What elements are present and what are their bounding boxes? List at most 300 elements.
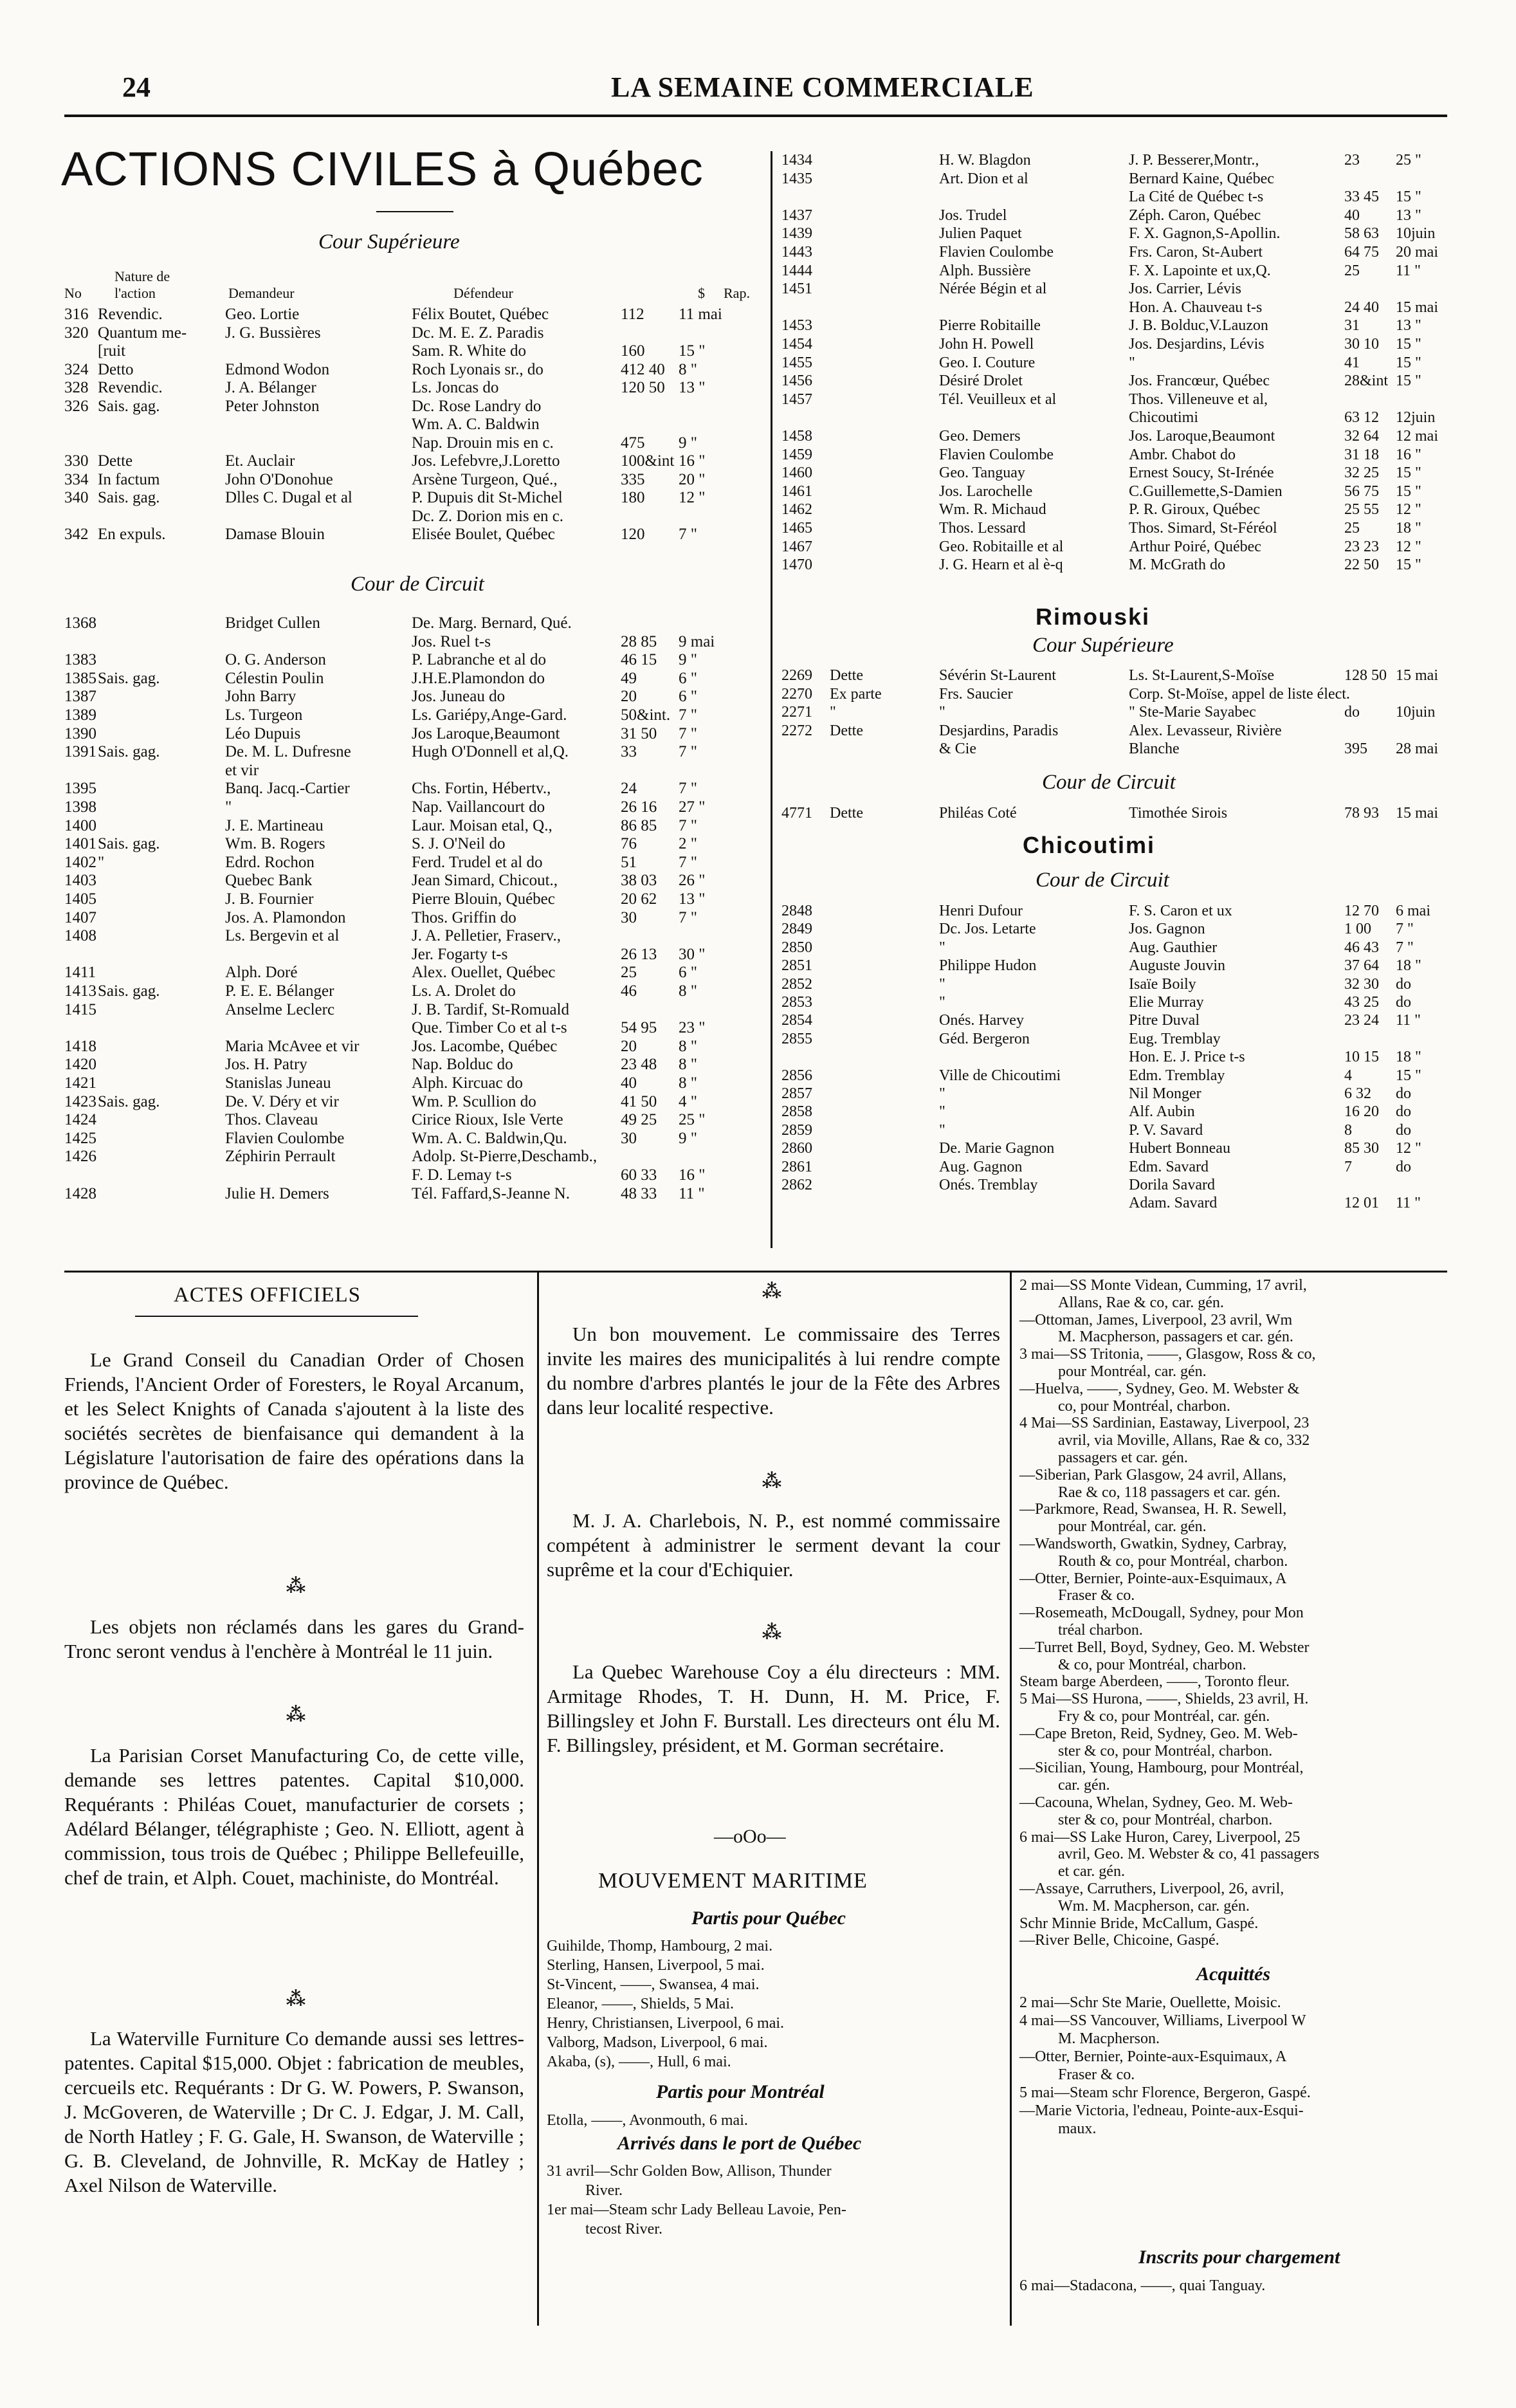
- cell-amount: 33: [621, 743, 637, 761]
- cell-defendeur: Adolp. St-Pierre,Deschamb.,: [412, 1148, 598, 1166]
- cell-no: 320: [64, 324, 89, 342]
- list-item: —Huelva, ——, Sydney, Geo. M. Webster &: [1019, 1380, 1300, 1397]
- cell-defendeur: Arsène Turgeon, Qué.,: [412, 470, 558, 488]
- cell-rap: 9 mai: [679, 632, 715, 650]
- cell-amount: 120: [621, 526, 645, 543]
- cell-amount: 112: [621, 306, 644, 323]
- cell-rap: 16 ": [679, 1166, 706, 1184]
- middle-paragraph-2: M. J. A. Charlebois, N. P., est nommé commissaire compétent à administrer le serment devant la cour suprême et la cour d'Echiquier.: [547, 1509, 1000, 1581]
- cell-demandeur: Anselme Leclerc: [225, 1000, 335, 1018]
- cell-rap: do: [1396, 1121, 1411, 1139]
- cell-amount: 4: [1344, 1067, 1352, 1084]
- list-item: 4 mai—SS Vancouver, Williams, Liverpool W: [1019, 2012, 1306, 2029]
- cell-no: 2856: [781, 1067, 812, 1084]
- cell-amount: 23 23: [1344, 538, 1379, 555]
- cell-rap: 7 ": [679, 724, 697, 742]
- cell-defendeur: Hubert Bonneau: [1129, 1140, 1230, 1157]
- ornamental-divider: —oOo—: [714, 1826, 786, 1847]
- cell-rap: 11 ": [679, 1184, 705, 1202]
- cell-no: 2853: [781, 994, 812, 1011]
- cell-rap: 18 ": [1396, 520, 1421, 537]
- cell-amount: 46: [621, 982, 637, 1000]
- cell-rap: 8 ": [679, 1037, 697, 1055]
- cell-amount: 63 12: [1344, 409, 1379, 427]
- cell-defendeur: Jos. Juneau do: [412, 688, 506, 706]
- cell-rap: 4 ": [679, 1092, 697, 1110]
- asterism-3: ⁂: [286, 1989, 306, 2010]
- cell-no: 1460: [781, 464, 812, 482]
- rimouski-court2-heading: Cour de Circuit: [1042, 771, 1176, 794]
- cell-amount: 40: [1344, 207, 1360, 224]
- actes-paragraph-1: Le Grand Conseil du Canadian Order of Chosen Friends, l'Ancient Order of Foresters, le Royal Arcanum, et les Select Knights of Canada s'ajoutent à la liste des sociétés secrètes de bienfaisance qui demandent à la Législature l'autorisation de faire des opérations dans la province de Québec.: [64, 1348, 524, 1493]
- cell-demandeur: Frs. Saucier: [939, 685, 1013, 703]
- cell-amount: 49 25: [621, 1111, 657, 1129]
- cell-defendeur: Ls. St-Laurent,S-Moïse: [1129, 667, 1274, 684]
- list-item: St-Vincent, ——, Swansea, 4 mai.: [547, 1976, 760, 1993]
- cell-rap: 7 ": [679, 780, 697, 798]
- cell-defendeur: Nap. Vaillancourt do: [412, 798, 545, 816]
- cell-defendeur: Dc. Z. Dorion mis en c.: [412, 507, 564, 525]
- cell-defendeur: J. B. Tardif, St-Romuald: [412, 1000, 570, 1018]
- cell-amount: 86 85: [621, 816, 657, 834]
- cell-amount: 76: [621, 835, 637, 853]
- cell-amount: 51: [621, 853, 637, 871]
- cell-rap: 7 ": [679, 743, 697, 761]
- list-item: 2 mai—Schr Ste Marie, Ouellette, Moisic.: [1019, 1994, 1281, 2011]
- cell-amount: 24 40: [1344, 299, 1379, 316]
- cell-amount: 12 01: [1344, 1195, 1379, 1212]
- cell-demandeur: Pierre Robitaille: [939, 317, 1041, 335]
- cell-no: 1400: [64, 816, 96, 834]
- cell-demandeur: et vir: [225, 761, 259, 779]
- cell-defendeur: Arthur Poiré, Québec: [1129, 538, 1261, 555]
- cell-no: 2269: [781, 667, 812, 684]
- list-item: —Sicilian, Young, Hambourg, pour Montréal,: [1019, 1760, 1304, 1777]
- list-item: M. Macpherson.: [1058, 2030, 1160, 2047]
- cell-defendeur: Bernard Kaine, Québec: [1129, 170, 1274, 187]
- cell-no: 1368: [64, 614, 96, 632]
- list-item: Guihilde, Thomp, Hambourg, 2 mai.: [547, 1938, 773, 1954]
- cell-amount: 41 50: [621, 1092, 657, 1110]
- cell-nature: Sais. gag.: [98, 982, 160, 1000]
- cell-amount: 8: [1344, 1121, 1352, 1139]
- cell-no: 1402: [64, 853, 96, 871]
- cell-rap: 8 ": [679, 1056, 697, 1074]
- cell-no: 1439: [781, 225, 812, 243]
- cell-demandeur: Damase Blouin: [225, 526, 325, 543]
- cell-demandeur: Julien Paquet: [939, 225, 1022, 243]
- cell-rap: 9 ": [679, 651, 697, 669]
- cell-amount: 49: [621, 669, 637, 687]
- cell-nature: Sais. gag.: [98, 489, 160, 506]
- cell-demandeur: ": [939, 1103, 945, 1121]
- list-item: 6 mai—SS Lake Huron, Carey, Liverpool, 25: [1019, 1828, 1301, 1846]
- cell-amount: 6 32: [1344, 1085, 1371, 1102]
- cell-amount: 20: [621, 688, 637, 706]
- cell-demandeur: Nérée Bégin et al: [939, 280, 1047, 298]
- cell-amount: 40: [621, 1074, 637, 1092]
- cell-demandeur: Geo. Tanguay: [939, 464, 1025, 482]
- cell-amount: 25: [1344, 262, 1360, 279]
- cell-no: 2848: [781, 903, 812, 919]
- cell-rap: 27 ": [679, 798, 706, 816]
- cell-demandeur: Philippe Hudon: [939, 957, 1037, 975]
- cell-defendeur: Jos. Lefebvre,J.Loretto: [412, 452, 560, 470]
- cell-rap: 7 ": [1396, 939, 1414, 956]
- cell-rap: 15 mai: [1396, 805, 1438, 822]
- asterism-4: ⁂: [762, 1281, 782, 1302]
- column-divider-2: [537, 1271, 539, 2326]
- cell-nature: Sais. gag.: [98, 1092, 160, 1110]
- list-item: avril, Geo. M. Webster & co, 41 passagers: [1058, 1846, 1320, 1863]
- cell-demandeur: Tél. Veuilleux et al: [939, 391, 1057, 408]
- cell-no: 334: [64, 470, 89, 488]
- cell-amount: 100&int: [621, 452, 675, 470]
- cell-no: 1434: [781, 152, 812, 169]
- cell-defendeur: Aug. Gauthier: [1129, 939, 1218, 956]
- cell-rap: 20 mai: [1396, 244, 1438, 261]
- cell-demandeur: P. E. E. Bélanger: [225, 982, 334, 1000]
- cell-nature: In factum: [98, 470, 160, 488]
- col-header-defendeur: Défendeur: [453, 285, 513, 301]
- list-item: Fraser & co.: [1058, 2066, 1135, 2083]
- cell-no: 2272: [781, 722, 812, 739]
- list-item: co, pour Montréal, charbon.: [1058, 1397, 1230, 1415]
- cell-demandeur: Zéphirin Perrault: [225, 1148, 336, 1166]
- cell-demandeur: De. V. Déry et vir: [225, 1092, 339, 1110]
- cell-amount: 24: [621, 780, 637, 798]
- cell-rap: 8 ": [679, 360, 697, 378]
- cell-defendeur: Chs. Fortin, Hébertv.,: [412, 780, 551, 798]
- list-item: Akaba, (s), ——, Hull, 6 mai.: [547, 2054, 731, 2070]
- cell-amount: 20: [621, 1037, 637, 1055]
- actes-officiels-heading: ACTES OFFICIELS: [174, 1283, 361, 1307]
- cell-amount: 25: [621, 964, 637, 982]
- cell-defendeur: Ernest Soucy, St-Irénée: [1129, 464, 1274, 482]
- cell-amount: 23 24: [1344, 1012, 1379, 1029]
- cell-no: 342: [64, 526, 89, 543]
- list-item: Steam barge Aberdeen, ——, Toronto fleur.: [1019, 1673, 1290, 1691]
- cell-demandeur: Banq. Jacq.-Cartier: [225, 780, 350, 798]
- cell-amount: 20 62: [621, 890, 657, 908]
- cell-demandeur: John Barry: [225, 688, 297, 706]
- cell-rap: 6 mai: [1396, 903, 1430, 919]
- cell-defendeur: Sam. R. White do: [412, 342, 527, 360]
- cell-no: 1387: [64, 688, 96, 706]
- cell-defendeur: Timothée Sirois: [1129, 805, 1228, 822]
- cell-rap: do: [1396, 1103, 1411, 1121]
- list-item: —Cacouna, Whelan, Sydney, Geo. M. Web-: [1019, 1794, 1293, 1811]
- cell-nature: Dette: [98, 452, 133, 470]
- court-superieure-heading: Cour Supérieure: [318, 230, 460, 253]
- cell-rap: 7 ": [679, 853, 697, 871]
- cell-defendeur: Edm. Savard: [1129, 1158, 1209, 1175]
- cell-amount: 26 16: [621, 798, 657, 816]
- cell-defendeur: Hon. A. Chauveau t-s: [1129, 299, 1263, 316]
- cell-defendeur: Isaïe Boily: [1129, 975, 1196, 993]
- cell-rap: 25 ": [1396, 152, 1421, 169]
- cell-no: 2852: [781, 975, 812, 993]
- cell-demandeur: O. G. Anderson: [225, 651, 326, 669]
- acquittes-heading: Acquittés: [1196, 1963, 1271, 1985]
- list-item: Allans, Rae & co, car. gén.: [1058, 1294, 1224, 1311]
- cell-defendeur: Jos. Francœur, Québec: [1129, 372, 1270, 390]
- cell-defendeur: Jos Laroque,Beaumont: [412, 724, 560, 742]
- cell-defendeur: Jos. Carrier, Lévis: [1129, 280, 1241, 298]
- cell-no: 1457: [781, 391, 812, 408]
- cell-amount: 16 20: [1344, 1103, 1379, 1121]
- cell-rap: 6 ": [679, 688, 697, 706]
- cell-demandeur: Alph. Doré: [225, 964, 298, 982]
- cell-demandeur: Léo Dupuis: [225, 724, 301, 742]
- cell-nature: [ruit: [98, 342, 126, 360]
- cell-amount: 32 30: [1344, 975, 1379, 993]
- chicoutimi-heading: Chicoutimi: [1023, 832, 1155, 858]
- cell-rap: 15 ": [1396, 354, 1421, 371]
- cell-defendeur: Elisée Boulet, Québec: [412, 526, 555, 543]
- cell-no: 2859: [781, 1121, 812, 1139]
- cell-defendeur: M. McGrath do: [1129, 556, 1225, 574]
- cell-rap: 9 ": [679, 1129, 697, 1147]
- cell-no: 1458: [781, 428, 812, 445]
- cell-rap: 11 ": [1396, 1012, 1421, 1029]
- cell-defendeur: Jos. Ruel t-s: [412, 632, 491, 650]
- cell-demandeur: Thos. Claveau: [225, 1111, 318, 1129]
- list-item: —Otter, Bernier, Pointe-aux-Esquimaux, A: [1019, 1570, 1287, 1587]
- cell-no: 1451: [781, 280, 812, 298]
- cell-demandeur: H. W. Blagdon: [939, 152, 1031, 169]
- cell-no: 1407: [64, 908, 96, 926]
- list-item: pour Montréal, car. gén.: [1058, 1363, 1207, 1380]
- cell-defendeur: Jos. Desjardins, Lévis: [1129, 336, 1265, 353]
- cell-rap: 11 ": [1396, 262, 1421, 279]
- list-item: Valborg, Madson, Liverpool, 6 mai.: [547, 2034, 768, 2051]
- cell-amount: 12 70: [1344, 903, 1379, 919]
- cell-no: 1455: [781, 354, 812, 371]
- cell-defendeur: P. V. Savard: [1129, 1121, 1203, 1139]
- cell-demandeur: Geo. Lortie: [225, 306, 300, 323]
- cell-no: 1425: [64, 1129, 96, 1147]
- cell-amount: 56 75: [1344, 483, 1379, 500]
- cell-rap: 15 ": [1396, 483, 1421, 500]
- cell-no: 2271: [781, 704, 812, 721]
- cell-demandeur: Henri Dufour: [939, 903, 1023, 919]
- cell-nature: Revendic.: [98, 379, 163, 396]
- cell-defendeur: Hon. E. J. Price t-s: [1129, 1049, 1245, 1066]
- cell-defendeur: C.Guillemette,S-Damien: [1129, 483, 1283, 500]
- column-divider: [771, 151, 772, 1248]
- cell-nature: Revendic.: [98, 306, 163, 323]
- cell-rap: 16 ": [1396, 446, 1421, 463]
- cell-no: 340: [64, 489, 89, 506]
- cell-defendeur: Alf. Aubin: [1129, 1103, 1195, 1121]
- cell-demandeur: ": [939, 1085, 945, 1102]
- cell-defendeur: Roch Lyonais sr., do: [412, 360, 543, 378]
- cell-demandeur: J. G. Hearn et al è-q: [939, 556, 1063, 574]
- cell-demandeur: Alph. Bussière: [939, 262, 1031, 279]
- cell-demandeur: Désiré Drolet: [939, 372, 1023, 390]
- cell-defendeur: Thos. Simard, St-Féréol: [1129, 520, 1277, 537]
- cell-no: 1454: [781, 336, 812, 353]
- cell-nature: Sais. gag.: [98, 669, 160, 687]
- cell-defendeur: F. X. Lapointe et ux,Q.: [1129, 262, 1271, 279]
- list-item: avril, via Moville, Allans, Rae & co, 332: [1058, 1432, 1310, 1449]
- cell-rap: do: [1396, 994, 1411, 1011]
- cell-nature: Dette: [830, 805, 863, 822]
- cell-defendeur: Auguste Jouvin: [1129, 957, 1225, 975]
- cell-amount: 128 50: [1344, 667, 1387, 684]
- list-item: —Turret Bell, Boyd, Sydney, Geo. M. Webster: [1019, 1639, 1310, 1656]
- cell-no: 1467: [781, 538, 812, 555]
- header-rule: [64, 115, 1447, 117]
- cell-nature: En expuls.: [98, 526, 166, 543]
- cell-demandeur: De. M. L. Dufresne: [225, 743, 351, 761]
- cell-defendeur: Dorila Savard: [1129, 1177, 1215, 1193]
- cell-demandeur: Onés. Tremblay: [939, 1177, 1038, 1193]
- cell-amount: 25 55: [1344, 501, 1379, 519]
- cell-no: 1385: [64, 669, 96, 687]
- cell-defendeur: Wm. A. C. Baldwin,Qu.: [412, 1129, 567, 1147]
- cell-demandeur: Stanislas Juneau: [225, 1074, 331, 1092]
- cell-no: 2857: [781, 1085, 812, 1102]
- cell-defendeur: Jos. Lacombe, Québec: [412, 1037, 558, 1055]
- cell-defendeur: F. D. Lemay t-s: [412, 1166, 512, 1184]
- cell-no: 1383: [64, 651, 96, 669]
- cell-defendeur: P. Dupuis dit St-Michel: [412, 489, 563, 506]
- cell-no: 316: [64, 306, 89, 323]
- list-item: ster & co, pour Montréal, charbon.: [1058, 1742, 1273, 1760]
- cell-no: 330: [64, 452, 89, 470]
- cell-no: 2858: [781, 1103, 812, 1121]
- cell-defendeur: Alex. Ouellet, Québec: [412, 964, 556, 982]
- list-item: car. gén.: [1058, 1777, 1110, 1794]
- section-divider: [64, 1271, 1447, 1273]
- list-item: —Wandsworth, Gwatkin, Sydney, Carbray,: [1019, 1536, 1287, 1552]
- cell-demandeur: Flavien Coulombe: [939, 244, 1054, 261]
- cell-no: 1391: [64, 743, 96, 761]
- cell-rap: do: [1396, 1085, 1411, 1102]
- cell-rap: 7 ": [1396, 921, 1414, 938]
- cell-defendeur: Dc. Rose Landry do: [412, 397, 542, 415]
- cell-defendeur: Nap. Bolduc do: [412, 1056, 513, 1074]
- cell-amount: 48 33: [621, 1184, 657, 1202]
- cell-demandeur: & Cie: [939, 740, 976, 757]
- cell-no: 1405: [64, 890, 96, 908]
- rimouski-heading: Rimouski: [1036, 603, 1151, 630]
- cell-amount: 335: [621, 470, 645, 488]
- chicoutimi-court-heading: Cour de Circuit: [1036, 869, 1169, 892]
- cell-defendeur: " Ste-Marie Sayabec: [1129, 704, 1256, 721]
- list-item: Etolla, ——, Avonmouth, 6 mai.: [547, 2112, 748, 2129]
- cell-no: 1426: [64, 1148, 96, 1166]
- cell-amount: 28 85: [621, 632, 657, 650]
- cell-demandeur: Bridget Cullen: [225, 614, 320, 632]
- cell-defendeur: F. X. Gagnon,S-Apollin.: [1129, 225, 1281, 243]
- actes-paragraph-2: Les objets non réclamés dans les gares du Grand-Tronc seront vendus à l'enchère à Montréal le 11 juin.: [64, 1615, 524, 1662]
- col-header-nature1: Nature de: [114, 268, 170, 284]
- cell-amount: 37 64: [1344, 957, 1379, 975]
- cell-demandeur: Desjardins, Paradis: [939, 722, 1059, 739]
- cell-no: 1465: [781, 520, 812, 537]
- cell-no: 1401: [64, 835, 96, 853]
- list-item: Fry & co, pour Montréal, car. gén.: [1058, 1708, 1270, 1725]
- cell-rap: 30 ": [679, 945, 706, 963]
- cell-no: 4771: [781, 805, 812, 822]
- cell-defendeur: Laur. Moisan etal, Q.,: [412, 816, 553, 834]
- cell-rap: 15 ": [1396, 372, 1421, 390]
- cell-defendeur: Jean Simard, Chicout.,: [412, 872, 558, 890]
- col-header-demandeur: Demandeur: [228, 285, 295, 301]
- cell-rap: 13 ": [679, 890, 706, 908]
- cell-rap: 12 ": [1396, 501, 1421, 519]
- cell-amount: 22 50: [1344, 556, 1379, 574]
- cell-defendeur: Jos. Gagnon: [1129, 921, 1205, 938]
- cell-rap: 6 ": [679, 964, 697, 982]
- list-item: 2 mai—SS Monte Videan, Cumming, 17 avril,: [1019, 1277, 1307, 1294]
- cell-amount: 41: [1344, 354, 1360, 371]
- cell-demandeur: ": [939, 939, 945, 956]
- cell-demandeur: Dc. Jos. Letarte: [939, 921, 1036, 938]
- list-item: River.: [585, 2182, 623, 2199]
- cell-demandeur: ": [939, 704, 945, 721]
- cell-demandeur: Julie H. Demers: [225, 1184, 329, 1202]
- cell-demandeur: Geo. Robitaille et al: [939, 538, 1064, 555]
- cell-demandeur: J. E. Martineau: [225, 816, 324, 834]
- cell-rap: 7 ": [679, 908, 697, 926]
- cell-rap: do: [1396, 975, 1411, 993]
- cell-rap: 16 ": [679, 452, 706, 470]
- cell-demandeur: John O'Donohue: [225, 470, 333, 488]
- cell-defendeur: Zéph. Caron, Québec: [1129, 207, 1261, 224]
- actes-paragraph-3: La Parisian Corset Manufacturing Co, de cette ville, demande ses lettres patentes. Capital $10,000. Requérants : Philéas Couet, manufacturier de corsets ; Adélard Bélanger, télégraphiste ; Geo. N. Elliott, agent à commission, tous trois de Québec ; Philippe Bellefeuille, chef de train, et Alph. Couet, machiniste, do Montréal.: [64, 1744, 524, 1889]
- cell-demandeur: Philéas Coté: [939, 805, 1017, 822]
- cell-rap: 15 mai: [1396, 299, 1438, 316]
- cell-demandeur: Edmond Wodon: [225, 360, 330, 378]
- cell-demandeur: Wm. B. Rogers: [225, 835, 325, 853]
- cell-demandeur: Edrd. Rochon: [225, 853, 315, 871]
- cell-demandeur: J. B. Fournier: [225, 890, 314, 908]
- cell-rap: 18 ": [1396, 957, 1421, 975]
- cell-no: 1443: [781, 244, 812, 261]
- cell-defendeur: Dc. M. E. Z. Paradis: [412, 324, 544, 342]
- actes-underline: [135, 1316, 418, 1317]
- list-item: & co, pour Montréal, charbon.: [1058, 1656, 1247, 1673]
- cell-demandeur: J. G. Bussières: [225, 324, 321, 342]
- cell-defendeur: Adam. Savard: [1129, 1195, 1218, 1212]
- cell-no: 2851: [781, 957, 812, 975]
- cell-no: 2861: [781, 1158, 812, 1175]
- cell-no: 1461: [781, 483, 812, 500]
- cell-no: 324: [64, 360, 89, 378]
- list-item: 5 Mai—SS Hurona, ——, Shields, 23 avril, H.: [1019, 1691, 1309, 1708]
- cell-demandeur: Célestin Poulin: [225, 669, 324, 687]
- cell-no: 2855: [781, 1030, 812, 1047]
- cell-demandeur: Ls. Turgeon: [225, 706, 303, 724]
- cell-amount: 30 10: [1344, 336, 1379, 353]
- cell-amount: 23 48: [621, 1056, 657, 1074]
- cell-amount: 46 15: [621, 651, 657, 669]
- cell-defendeur: Elie Murray: [1129, 994, 1204, 1011]
- cell-rap: 18 ": [1396, 1049, 1421, 1066]
- cell-demandeur: Sévérin St-Laurent: [939, 667, 1056, 684]
- cell-defendeur: Pitre Duval: [1129, 1012, 1200, 1029]
- cell-demandeur: J. A. Bélanger: [225, 379, 316, 396]
- cell-amount: 25: [1344, 520, 1360, 537]
- cell-no: 1470: [781, 556, 812, 574]
- cell-defendeur: Alph. Kircuac do: [412, 1074, 523, 1092]
- cell-defendeur: Alex. Levasseur, Rivière: [1129, 722, 1282, 739]
- cell-defendeur: Jos. Laroque,Beaumont: [1129, 428, 1275, 445]
